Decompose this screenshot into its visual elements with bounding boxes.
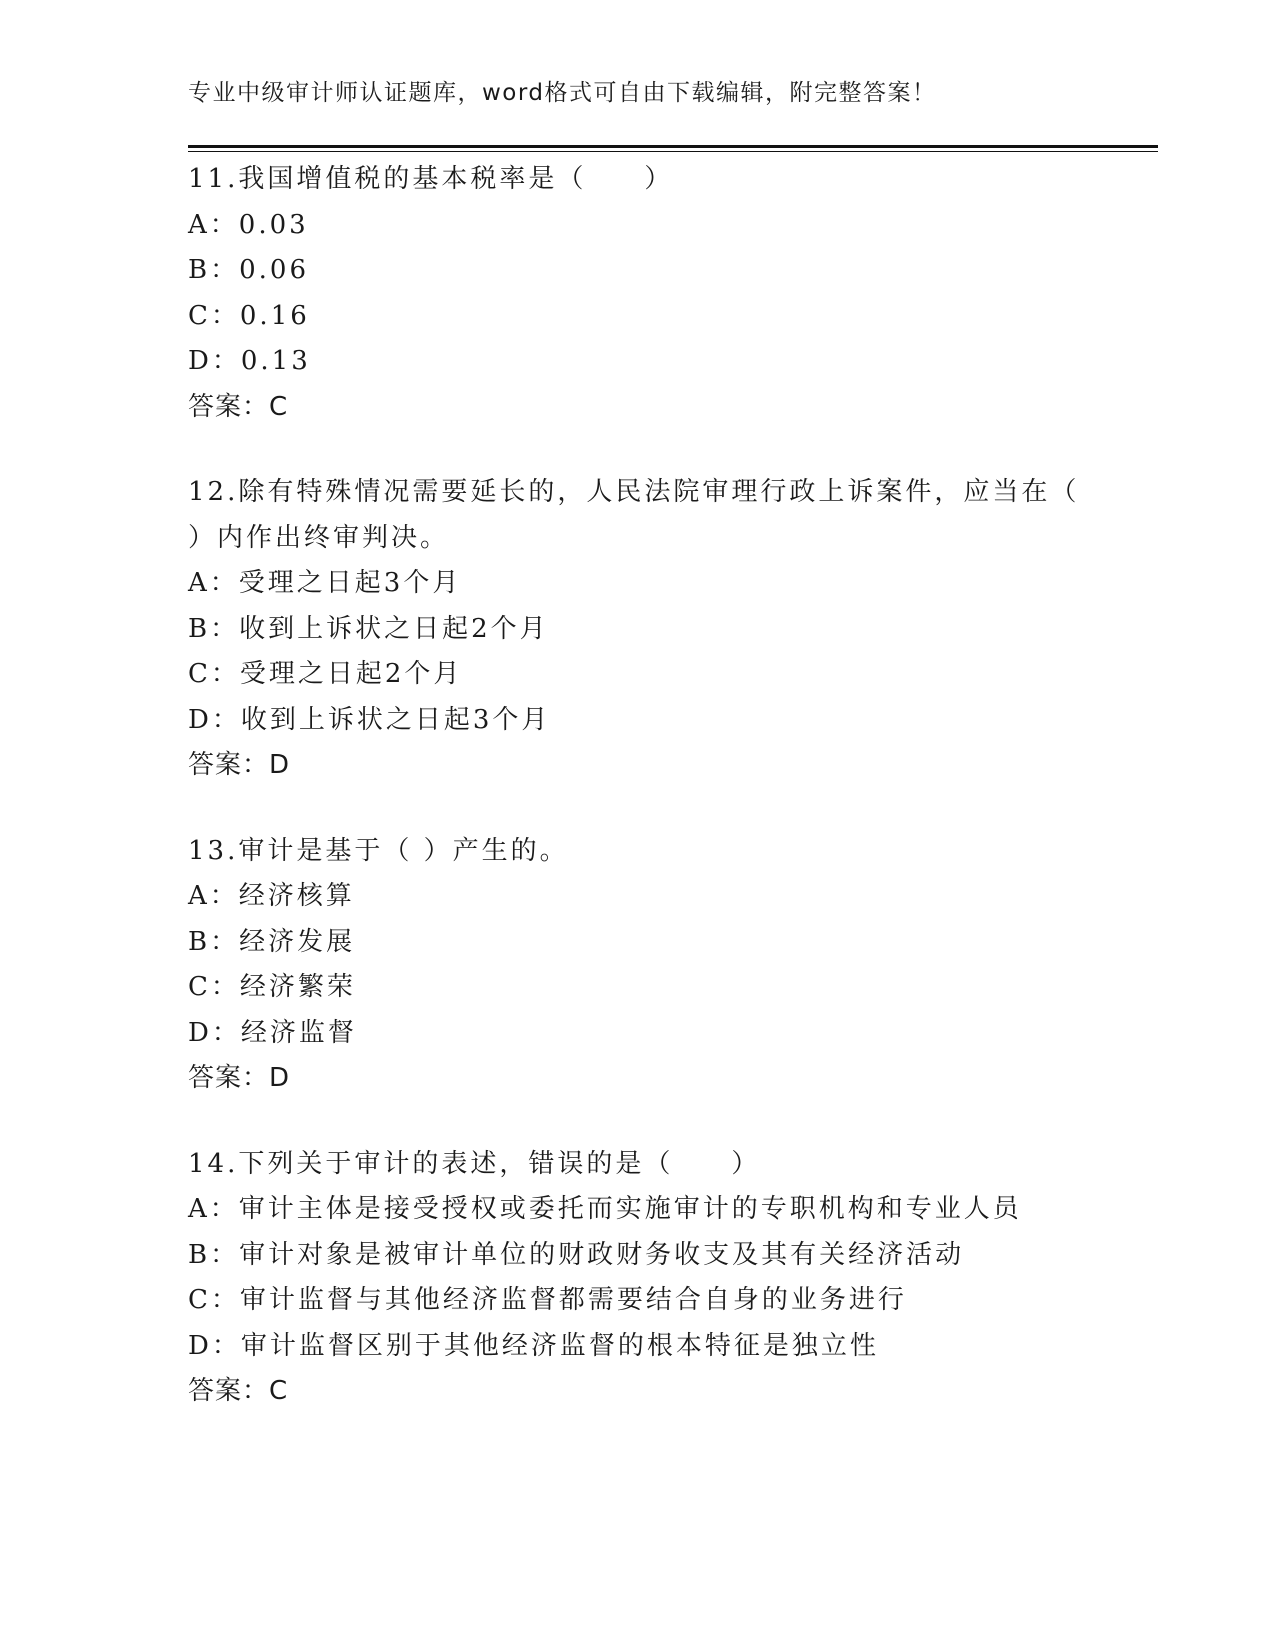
option-a: A：0.03 (188, 209, 309, 240)
option-a: A：经济核算 (188, 881, 355, 911)
page-header: 专业中级审计师认证题库，word格式可自由下载编辑，附完整答案！ (188, 80, 937, 106)
option-b: B：收到上诉状之日起2个月 (188, 613, 549, 644)
option-c: C：经济繁荣 (188, 972, 356, 1002)
question-11 (188, 157, 1158, 430)
answer: 答案：C (188, 1376, 289, 1406)
question-stem: 12.除有特殊情况需要延长的，人民法院审理行政上诉案件，应当在（ (188, 477, 1080, 507)
option-b: B：经济发展 (188, 926, 356, 957)
answer: 答案：D (188, 1063, 291, 1093)
question-stem: 14.下列关于审计的表述，错误的是（ ） (188, 1148, 761, 1179)
option-a: A：受理之日起3个月 (188, 568, 462, 598)
answer: 答案：C (188, 391, 289, 422)
option-d: D：收到上诉状之日起3个月 (188, 704, 551, 735)
option-c: C：受理之日起2个月 (188, 659, 463, 689)
option-b: B：0.06 (188, 255, 309, 285)
option-c: C：0.16 (188, 300, 310, 331)
option-b: B：审计对象是被审计单位的财政财务收支及其有关经济活动 (188, 1239, 965, 1270)
option-a: A：审计主体是接受授权或委托而实施审计的专职机构和专业人员 (188, 1194, 1022, 1224)
header-rule (188, 145, 1158, 152)
question-stem: 11.我国增值税的基本税率是（ ） (188, 164, 674, 194)
question-stem: 13.审计是基于（ ）产生的。 (188, 835, 569, 866)
option-d: D：0.13 (188, 346, 311, 376)
question-12 (188, 470, 1158, 789)
question-14 (188, 1142, 1158, 1415)
answer: 答案：D (188, 750, 291, 780)
option-d: D：经济监督 (188, 1017, 357, 1048)
question-list (188, 157, 1158, 1455)
question-13 (188, 829, 1158, 1102)
question-stem-continued: ）内作出终审判决。 (188, 522, 450, 553)
option-d: D：审计监督区别于其他经济监督的根本特征是独立性 (188, 1330, 879, 1361)
option-c: C：审计监督与其他经济监督都需要结合自身的业务进行 (188, 1285, 907, 1315)
